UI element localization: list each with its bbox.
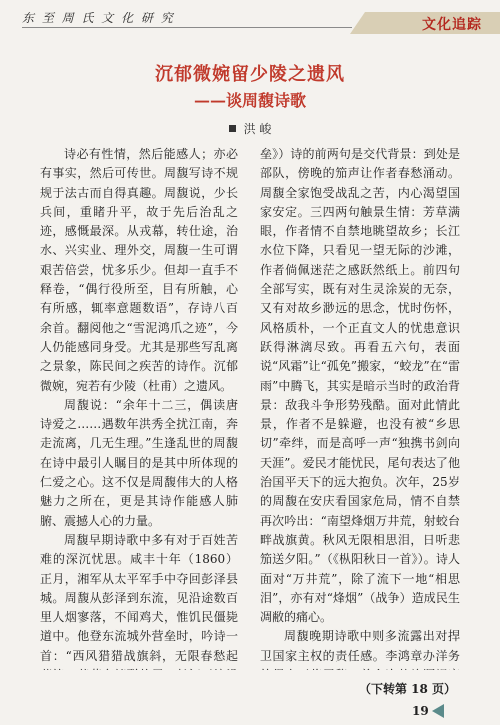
page-number: 19: [412, 704, 429, 718]
page-header: [0, 0, 500, 34]
paragraph: 周馥晚期诗歌中则多流露出对捍卫国家主权的责任感。李鸿章办洋务: [260, 629, 460, 663]
header-rule: [22, 27, 352, 28]
journal-name: 东 至 周 氏 文 化 研 究: [22, 11, 175, 25]
article-title: 沉郁微婉留少陵之遗风: [155, 64, 345, 85]
page-arrow-icon: [432, 704, 444, 718]
author-name: 洪 峻: [243, 122, 272, 136]
paragraph: 周馥说：“余年十二三，偶读唐诗爱之……遇数年洪秀全扰江南，奔走流离，几无生理。”生逢乱世的周馥在诗中最引人瞩目的是其中所体现的仁爱之心。这不仅是周馥伟大的人格魅力之所在，更是其诗作能感人肺腑、震撼人心的力量。: [40, 397, 238, 528]
paragraph: 诗必有性情，然后能感人；亦必有事实，然后可传世。周馥写诗不规规于法古而自得真趣。周馥说，少长兵间，重睹升平，故于先后治乱之迹，感慨最深。从戎幕，转仕途，治水、兴实业、理外交，周馥一生可谓艰苦倍尝，忧多乐少。但却一直手不释卷，“偶行役所至，目有所触，心有所感，辄率意题数语”，存诗八百余首。翻阅他之“雪泥鸿爪之迹”，今人仍能感同身受。尤其是那些写乱离之景象，陈民间之疾苦的诗作。沉郁微婉，宛若有少陵（杜甫）之遗风。: [40, 147, 238, 393]
left-column: [40, 145, 238, 670]
continued-note: （下转第 18 页）: [358, 682, 456, 696]
section-label: 文化追踪: [422, 17, 482, 33]
author-marker-icon: [229, 125, 236, 132]
paragraph: 垒》）诗的前两句是交代背景：到处是部队，傍晚的笳声让作者春愁涌动。周馥全家饱受战乱之苦，内心渴望国家安定。三四两句触景生情：芳草满眼，作者情不自禁地眺望故乡；长江水位下降，只看见一望无际的沙滩，作者倘佩迷茫之感跃然纸上。前四句全部写实，既有对生灵涂炭的无奈，又有对故乡渺远的思念，忧时伤怀，风格质朴，一个正直文人的忧患意识跃得淋漓尽致。再看五六句，表面说“风霜”让“孤免”搬家，“蛟龙”在“雷雨”中腾飞，其实是暗示当时的政治背景：敌我斗争形势残酷。面对此情此景，作者不是躲避，也没有被“乡思切”牵绊，而是高呼一声“独携书剑向天涯”。爱民才能忧民，尾句表达了他治国平天下的远大抱负。次年，25岁的周馥在安庆看国家危局，情不自禁再次吟出：“南望烽烟万井荒，射蛟台畔战旗黄。秋风无限相思泪，日听悲笳送夕阳。”（《枞阳秋日一首》）。诗人面对“万井荒”，除了流下一地“相思泪”，亦有对“烽烟”（战争）造成民生凋敝的痛心。: [260, 147, 460, 625]
article-subtitle: ——谈周馥诗歌: [193, 91, 306, 110]
article-author: [0, 120, 500, 137]
paragraph: 周馥早期诗歌中多有对于百姓苦难的深沉忧思。咸丰十年（1860）正月，湘军从太平军手中夺回彭泽县城。周馥从彭泽到东流，见沿途数百里人烟寥落，不闻鸡犬，惟饥民僵毙道中。他登东流城外营垒时，吟诗一首：“西风猎猎战旗斜，无限春愁起: [40, 532, 238, 663]
right-column: [260, 145, 460, 670]
